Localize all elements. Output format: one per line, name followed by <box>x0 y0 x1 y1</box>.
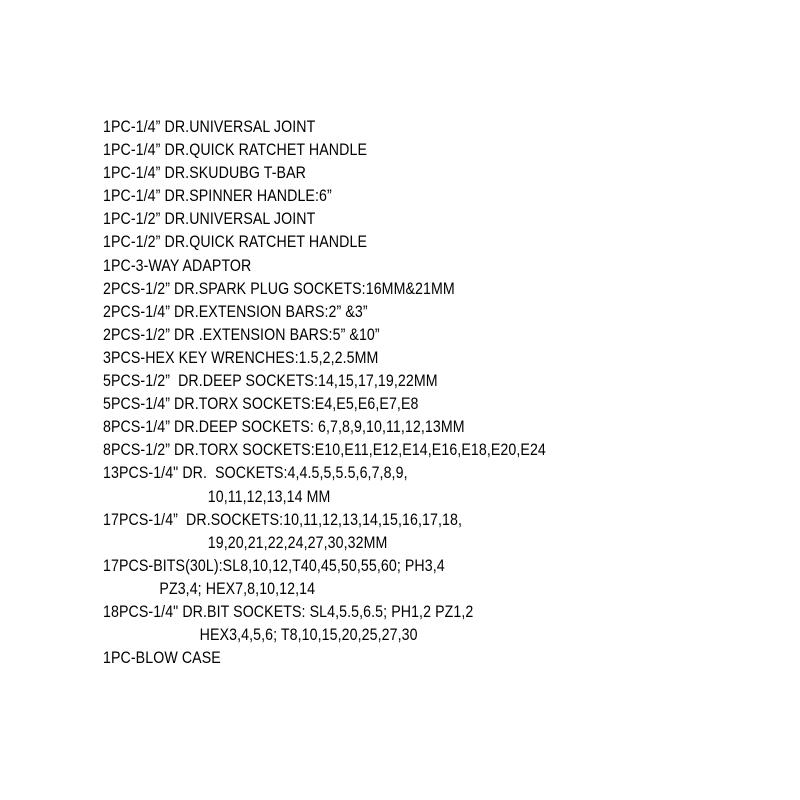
list-item: 5PCS-1/2” DR.DEEP SOCKETS:14,15,17,19,22MM <box>103 372 438 391</box>
list-item: 2PCS-1/4” DR.EXTENSION BARS:2” &3” <box>103 302 368 321</box>
list-item: 1PC-1/4” DR.UNIVERSAL JOINT <box>103 118 316 136</box>
list-item: 17PCS-BITS(30L):SL8,10,12,T40,45,50,55,60; PH3,4 <box>103 556 445 575</box>
list-item-continuation: HEX3,4,5,6; T8,10,15,20,25,27,30 <box>103 626 418 645</box>
list-item: 18PCS-1/4" DR.BIT SOCKETS: SL4,5.5,6.5; PH1,2 PZ1,2 <box>103 602 474 621</box>
parts-list <box>103 116 793 670</box>
list-item: 1PC-3-WAY ADAPTOR <box>103 256 252 275</box>
list-item-continuation: 19,20,21,22,24,27,30,32MM <box>103 533 388 552</box>
list-item: 1PC-1/2” DR.UNIVERSAL JOINT <box>103 210 316 229</box>
list-item: 1PC-1/4” DR.QUICK RATCHET HANDLE <box>103 141 368 160</box>
list-item: 2PCS-1/2” DR .EXTENSION BARS:5” &10” <box>103 325 380 344</box>
list-item: 1PC-1/4” DR.SKUDUBG T-BAR <box>103 164 306 183</box>
list-item: 8PCS-1/4” DR.DEEP SOCKETS: 6,7,8,9,10,11,12,13MM <box>103 418 465 437</box>
list-item-continuation: PZ3,4; HEX7,8,10,12,14 <box>103 579 316 598</box>
list-item: 1PC-1/4” DR.SPINNER HANDLE:6” <box>103 187 332 206</box>
list-item: 8PCS-1/2” DR.TORX SOCKETS:E10,E11,E12,E14,E16,E18,E20,E24 <box>103 441 546 460</box>
list-item: 1PC-1/2” DR.QUICK RATCHET HANDLE <box>103 233 368 252</box>
list-item: 13PCS-1/4" DR. SOCKETS:4,4.5,5,5.5,6,7,8,9, <box>103 464 408 483</box>
list-item: 17PCS-1/4” DR.SOCKETS:10,11,12,13,14,15,16,17,18, <box>103 510 462 529</box>
list-item: 5PCS-1/4” DR.TORX SOCKETS:E4,E5,E6,E7,E8 <box>103 395 419 414</box>
list-item: 3PCS-HEX KEY WRENCHES:1.5,2,2.5MM <box>103 348 379 367</box>
list-item: 2PCS-1/2” DR.SPARK PLUG SOCKETS:16MM&21MM <box>103 279 455 298</box>
list-item: 1PC-BLOW CASE <box>103 649 221 668</box>
list-item-continuation: 10,11,12,13,14 MM <box>103 487 331 506</box>
